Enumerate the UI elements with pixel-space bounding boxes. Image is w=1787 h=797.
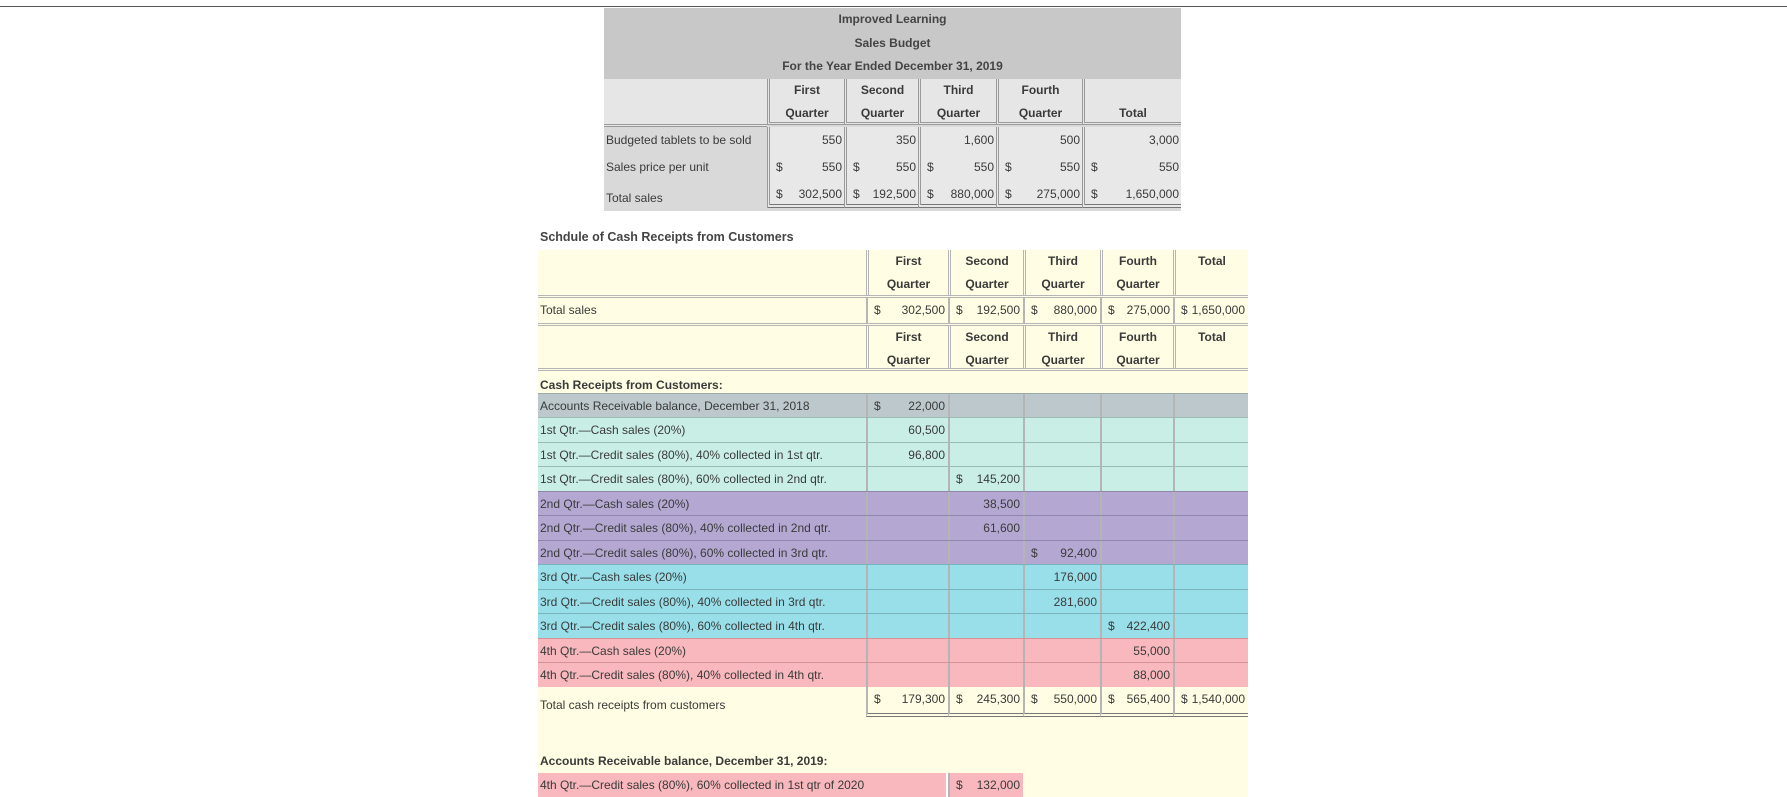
ar-section-label: Accounts Receivable balance, December 31, 2019: <box>540 753 828 768</box>
schedule-cell <box>866 687 948 717</box>
schedule-cell <box>1100 541 1173 565</box>
schedule-cell <box>1100 443 1173 467</box>
schedule-cell <box>1173 467 1248 491</box>
receipt-row-label: 4th Qtr.—Cash sales (20%) <box>540 643 687 658</box>
budget-value: 1,600 <box>963 133 994 148</box>
dollar-sign: $ <box>927 187 934 202</box>
budget-value: 880,000 <box>950 187 994 202</box>
dollar-sign: $ <box>1108 619 1115 633</box>
schedule-cell <box>1173 298 1248 323</box>
col-header-line2: Total <box>1119 106 1147 121</box>
schedule-cell <box>1100 639 1173 663</box>
budget-row <box>604 181 1181 211</box>
schedule-cell <box>1100 516 1173 540</box>
dollar-sign: $ <box>1005 160 1012 175</box>
schedule-cell <box>948 516 1023 540</box>
budget-row <box>604 127 1181 154</box>
budget-value: 3,000 <box>1148 133 1179 148</box>
schedule-col-header <box>1023 250 1100 295</box>
schedule-value: 422,400 <box>1126 619 1170 633</box>
schedule-cell <box>866 541 948 565</box>
receipt-row <box>538 466 1248 491</box>
receipt-row-label: 2nd Qtr.—Cash sales (20%) <box>540 496 690 511</box>
schedule-cell <box>866 614 948 638</box>
schedule-cell <box>1023 541 1100 565</box>
col-header-line2: Quarter <box>1041 277 1085 291</box>
budget-value: 350 <box>895 133 916 148</box>
cash-receipts-section-label: Cash Receipts from Customers: <box>540 377 723 392</box>
schedule-col-header <box>1100 250 1173 295</box>
schedule-cell <box>1173 394 1248 418</box>
receipt-row <box>538 613 1248 638</box>
schedule-col-header <box>1173 250 1248 295</box>
schedule-value: 550,000 <box>1053 691 1097 706</box>
budget-value: 192,500 <box>872 187 916 202</box>
col-header-line1: Second <box>965 254 1009 268</box>
schedule-cell <box>1100 614 1173 638</box>
budget-cell <box>767 181 844 208</box>
col-header-line2: Quarter <box>965 277 1009 291</box>
dollar-sign: $ <box>853 187 860 202</box>
schedule-cell <box>866 298 948 323</box>
schedule-cell <box>1023 516 1100 540</box>
col-header-line1: Fourth <box>1021 83 1060 98</box>
schedule-cell <box>866 516 948 540</box>
receipt-row-label: Accounts Receivable balance, December 31, 2018 <box>540 398 810 413</box>
budget-cell <box>844 127 918 154</box>
col-header-line2: Quarter <box>785 106 829 121</box>
schedule-cell <box>866 418 948 442</box>
col-header-line1: Fourth <box>1119 254 1157 268</box>
schedule-value: 92,400 <box>1060 545 1097 560</box>
schedule-cell <box>948 443 1023 467</box>
receipt-row <box>538 638 1248 663</box>
schedule-cell <box>948 614 1023 638</box>
schedule-cell <box>1023 443 1100 467</box>
receipt-row <box>538 662 1248 687</box>
schedule-value: 88,000 <box>1133 668 1170 682</box>
schedule-cell <box>1173 639 1248 663</box>
schedule-cell <box>1023 614 1100 638</box>
receipt-row <box>538 589 1248 614</box>
budget-value: 500 <box>1059 133 1080 148</box>
col-header-line1: Second <box>860 83 905 98</box>
budget-col-header <box>1082 79 1181 125</box>
ar-value: 132,000 <box>976 777 1020 792</box>
schedule-cell <box>1100 663 1173 687</box>
total-sales-row-label: Total sales <box>540 303 597 317</box>
schedule-column-headers <box>538 250 1248 298</box>
receipt-row <box>538 442 1248 467</box>
budget-cell <box>918 154 996 181</box>
budget-value: 1,650,000 <box>1125 187 1179 202</box>
schedule-cell <box>866 492 948 516</box>
budget-cell <box>844 181 918 208</box>
budget-col-header <box>996 79 1082 125</box>
receipt-row-label: 3rd Qtr.—Cash sales (20%) <box>540 570 687 584</box>
schedule-cell <box>1100 467 1173 491</box>
col-header-line2: Quarter <box>965 352 1009 367</box>
schedule-cell <box>948 639 1023 663</box>
budget-value: 550 <box>821 133 842 148</box>
top-divider <box>0 6 1787 7</box>
schedule-cell <box>1173 614 1248 638</box>
dollar-sign: $ <box>874 398 881 413</box>
col-header-line2: Quarter <box>886 352 931 367</box>
budget-value: 550 <box>895 160 916 175</box>
schedule-col-header <box>866 250 948 295</box>
dollar-sign: $ <box>1005 187 1012 202</box>
receipt-row-label: 2nd Qtr.—Credit sales (80%), 60% collected in 3rd qtr. <box>540 545 829 560</box>
budget-cell <box>996 127 1082 154</box>
schedule-cell <box>1173 687 1248 717</box>
dollar-sign: $ <box>1031 303 1038 317</box>
budget-row-label: Budgeted tablets to be sold <box>606 133 752 148</box>
schedule-cell <box>1023 492 1100 516</box>
budget-cell <box>767 127 844 154</box>
schedule-value: 565,400 <box>1126 691 1170 706</box>
sales-budget-table <box>604 8 1181 211</box>
schedule-cell <box>948 418 1023 442</box>
schedule-cell <box>1023 687 1100 717</box>
budget-value: 550 <box>1059 160 1080 175</box>
budget-title: Sales Budget <box>604 32 1181 56</box>
schedule-title: Schdule of Cash Receipts from Customers <box>540 230 794 244</box>
schedule-cell <box>1173 590 1248 614</box>
receipt-row-label: 1st Qtr.—Credit sales (80%), 40% collected in 1st qtr. <box>540 447 823 462</box>
schedule-cell <box>1173 541 1248 565</box>
col-header-line1: Third <box>1048 329 1078 344</box>
schedule-cell <box>866 663 948 687</box>
receipt-row <box>538 417 1248 442</box>
schedule-cell <box>948 467 1023 491</box>
dollar-sign: $ <box>874 303 881 317</box>
schedule-cell <box>1100 394 1173 418</box>
dollar-sign: $ <box>927 160 934 175</box>
budget-col-header <box>918 79 996 125</box>
col-header-line1: Third <box>943 83 974 98</box>
schedule-value: 192,500 <box>976 303 1020 317</box>
schedule-col-header <box>866 326 948 368</box>
dollar-sign: $ <box>956 691 963 706</box>
schedule-cell <box>1173 418 1248 442</box>
budget-col-header <box>767 79 844 125</box>
schedule-cell <box>866 590 948 614</box>
col-header-line2: Quarter <box>1116 277 1160 291</box>
budget-cell <box>996 181 1082 208</box>
dollar-sign: $ <box>874 691 881 706</box>
col-header-line2: Total <box>1198 254 1226 268</box>
schedule-cell <box>866 639 948 663</box>
col-header-line1: First <box>895 329 922 344</box>
receipt-row-label: 3rd Qtr.—Credit sales (80%), 60% collected in 4th qtr. <box>540 619 825 633</box>
schedule-cell <box>866 565 948 589</box>
total-receipts-row <box>538 687 1248 717</box>
col-header-line2: Quarter <box>1041 352 1085 367</box>
budget-col-header <box>844 79 918 125</box>
budget-cell <box>918 127 996 154</box>
dollar-sign: $ <box>956 303 963 317</box>
schedule-value: 38,500 <box>983 496 1020 511</box>
schedule-cell <box>948 394 1023 418</box>
budget-cell <box>767 154 844 181</box>
schedule-column-headers <box>538 323 1248 371</box>
col-header-line2: Total <box>1198 329 1226 344</box>
receipt-row <box>538 540 1248 565</box>
dollar-sign: $ <box>776 187 783 202</box>
schedule-cell <box>1173 492 1248 516</box>
schedule-cell <box>1173 565 1248 589</box>
dollar-sign: $ <box>956 472 963 486</box>
col-header-line1: Third <box>1048 254 1078 268</box>
schedule-value: 1,540,000 <box>1191 691 1245 706</box>
budget-cell <box>1082 127 1181 154</box>
schedule-cell <box>1023 565 1100 589</box>
budget-column-headers <box>604 79 1181 127</box>
receipt-row-label: 4th Qtr.—Credit sales (80%), 40% collected in 4th qtr. <box>540 668 825 682</box>
receipt-row <box>538 491 1248 516</box>
dollar-sign: $ <box>956 777 963 792</box>
col-header-line1: Second <box>965 329 1009 344</box>
ar-row-filler <box>1023 773 1248 797</box>
cash-receipts-table <box>538 250 1248 797</box>
budget-value: 302,500 <box>798 187 842 202</box>
dollar-sign: $ <box>1091 187 1098 202</box>
schedule-cell <box>866 394 948 418</box>
budget-row <box>604 154 1181 181</box>
schedule-cell <box>948 541 1023 565</box>
receipt-row-label: 2nd Qtr.—Credit sales (80%), 40% collected in 2nd qtr. <box>540 521 831 535</box>
ar-row-label: 4th Qtr.—Credit sales (80%), 60% collected in 1st qtr of 2020 <box>538 773 946 797</box>
col-header-line1 <box>1085 79 1181 102</box>
dollar-sign: $ <box>1031 545 1038 560</box>
budget-rows <box>604 127 1181 211</box>
schedule-col-header <box>948 326 1023 368</box>
schedule-cell <box>1100 687 1173 717</box>
receipt-row-label: 1st Qtr.—Credit sales (80%), 60% collected in 2nd qtr. <box>540 472 827 486</box>
budget-value: 550 <box>973 160 994 175</box>
schedule-cell <box>1023 418 1100 442</box>
dollar-sign: $ <box>1181 691 1188 706</box>
schedule-col-header <box>1100 326 1173 368</box>
dollar-sign: $ <box>1031 691 1038 706</box>
total-receipts-row-label: Total cash receipts from customers <box>540 697 726 712</box>
schedule-value: 275,000 <box>1126 303 1170 317</box>
dollar-sign: $ <box>1181 303 1188 317</box>
schedule-cell <box>948 663 1023 687</box>
dollar-sign: $ <box>776 160 783 175</box>
schedule-cell <box>948 590 1023 614</box>
schedule-cell <box>1023 394 1100 418</box>
budget-cell <box>844 154 918 181</box>
budget-cell <box>996 154 1082 181</box>
schedule-col-header <box>1023 326 1100 368</box>
dollar-sign: $ <box>1108 303 1115 317</box>
schedule-value: 1,650,000 <box>1191 303 1245 317</box>
schedule-cell <box>1100 565 1173 589</box>
schedule-cell <box>948 492 1023 516</box>
budget-value: 550 <box>821 160 842 175</box>
ar-row <box>538 773 1248 797</box>
schedule-cell <box>1100 298 1173 323</box>
dollar-sign: $ <box>1108 691 1115 706</box>
schedule-cell <box>1023 639 1100 663</box>
schedule-value: 179,300 <box>901 691 945 706</box>
schedule-value: 61,600 <box>983 521 1020 535</box>
cash-receipts-section <box>538 371 1248 393</box>
schedule-value: 145,200 <box>976 472 1020 486</box>
schedule-cell <box>1173 516 1248 540</box>
schedule-cell <box>1100 492 1173 516</box>
budget-cell <box>1082 154 1181 181</box>
receipt-row <box>538 515 1248 540</box>
schedule-value: 55,000 <box>1133 643 1170 658</box>
receipt-row-label: 1st Qtr.—Cash sales (20%) <box>540 423 686 437</box>
schedule-cell <box>866 467 948 491</box>
budget-cell <box>1082 181 1181 208</box>
schedule-value: 60,500 <box>908 423 945 437</box>
schedule-value: 176,000 <box>1053 570 1097 584</box>
budget-period: For the Year Ended December 31, 2019 <box>604 55 1181 79</box>
schedule-cell <box>1023 298 1100 323</box>
receipt-row-label: 3rd Qtr.—Credit sales (80%), 40% collected in 3rd qtr. <box>540 594 826 609</box>
schedule-cell <box>948 565 1023 589</box>
budget-value: 275,000 <box>1036 187 1080 202</box>
schedule-cell <box>1023 590 1100 614</box>
ar-cell <box>948 773 1023 797</box>
budget-company: Improved Learning <box>604 8 1181 32</box>
budget-value: 550 <box>1158 160 1179 175</box>
schedule-value: 96,800 <box>908 447 945 462</box>
schedule-cell <box>948 298 1023 323</box>
schedule-cell <box>1023 663 1100 687</box>
schedule-cell <box>1173 443 1248 467</box>
schedule-cell <box>1100 418 1173 442</box>
schedule-col-header <box>948 250 1023 295</box>
budget-row-label: Total sales <box>606 191 663 206</box>
schedule-value: 22,000 <box>908 398 945 413</box>
spacer-row <box>538 717 1248 747</box>
ar-section <box>538 747 1248 773</box>
col-header-line2: Quarter <box>936 106 981 121</box>
col-header-line1: First <box>895 254 922 268</box>
col-header-line2: Quarter <box>886 277 931 291</box>
schedule-value: 880,000 <box>1053 303 1097 317</box>
col-header-line2: Quarter <box>1018 106 1063 121</box>
schedule-cell <box>1100 590 1173 614</box>
budget-row-label: Sales price per unit <box>606 160 709 175</box>
budget-cell <box>918 181 996 208</box>
schedule-value: 281,600 <box>1053 594 1097 609</box>
schedule-value: 245,300 <box>976 691 1020 706</box>
schedule-cell <box>1173 663 1248 687</box>
dollar-sign: $ <box>853 160 860 175</box>
col-header-line1: First <box>793 83 820 98</box>
schedule-cell <box>1023 467 1100 491</box>
col-header-line2: Quarter <box>1116 352 1160 367</box>
schedule-value: 302,500 <box>901 303 945 317</box>
receipt-row <box>538 393 1248 418</box>
schedule-cell <box>948 687 1023 717</box>
col-header-line2: Quarter <box>860 106 905 121</box>
total-sales-row <box>538 298 1248 323</box>
col-header-line1: Fourth <box>1119 329 1157 344</box>
dollar-sign: $ <box>1091 160 1098 175</box>
schedule-cell <box>866 443 948 467</box>
schedule-col-header <box>1173 326 1248 368</box>
receipt-row <box>538 564 1248 589</box>
